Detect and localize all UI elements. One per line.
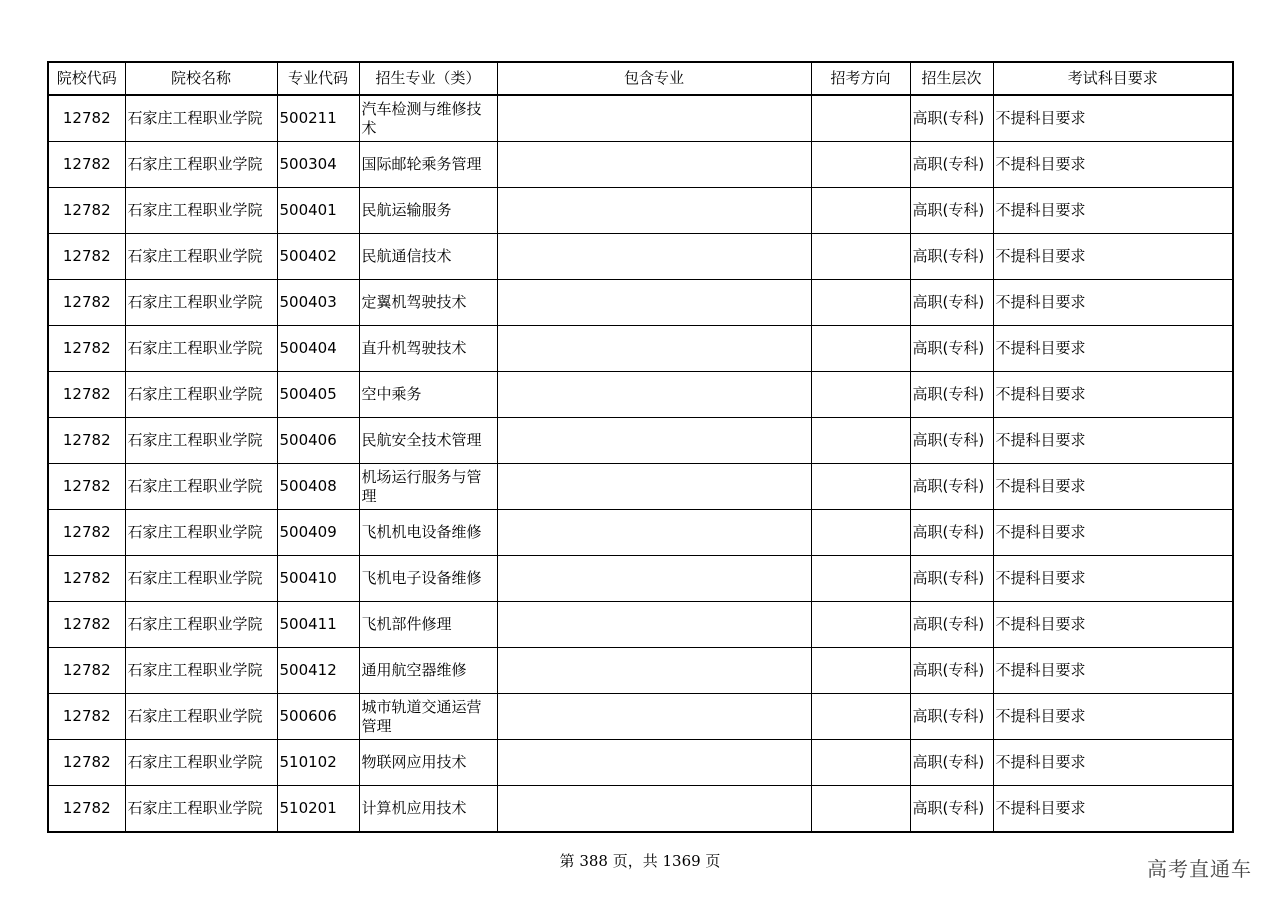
cell-major-code: 500402 bbox=[277, 234, 359, 280]
cell-major-code: 500405 bbox=[277, 372, 359, 418]
cell-major-code: 500406 bbox=[277, 418, 359, 464]
cell-major: 民航运输服务 bbox=[359, 188, 497, 234]
cell-direction bbox=[811, 694, 910, 740]
cell-school-name: 石家庄工程职业学院 bbox=[125, 556, 277, 602]
cell-school-name: 石家庄工程职业学院 bbox=[125, 326, 277, 372]
cell-school-code: 12782 bbox=[48, 142, 125, 188]
cell-school-name: 石家庄工程职业学院 bbox=[125, 510, 277, 556]
cell-school-code: 12782 bbox=[48, 95, 125, 142]
cell-direction bbox=[811, 142, 910, 188]
cell-major: 民航安全技术管理 bbox=[359, 418, 497, 464]
cell-requirement: 不提科目要求 bbox=[993, 740, 1233, 786]
table-row bbox=[48, 786, 1233, 833]
cell-requirement: 不提科目要求 bbox=[993, 280, 1233, 326]
cell-major: 机场运行服务与管理 bbox=[359, 464, 497, 510]
cell-school-name: 石家庄工程职业学院 bbox=[125, 372, 277, 418]
header-school-code: 院校代码 bbox=[48, 62, 125, 95]
cell-included-majors bbox=[497, 464, 811, 510]
table-header bbox=[48, 62, 1233, 95]
header-included-majors: 包含专业 bbox=[497, 62, 811, 95]
header-school-name: 院校名称 bbox=[125, 62, 277, 95]
cell-school-name: 石家庄工程职业学院 bbox=[125, 464, 277, 510]
cell-requirement: 不提科目要求 bbox=[993, 418, 1233, 464]
cell-major-code: 500606 bbox=[277, 694, 359, 740]
cell-requirement: 不提科目要求 bbox=[993, 510, 1233, 556]
cell-included-majors bbox=[497, 326, 811, 372]
cell-school-code: 12782 bbox=[48, 326, 125, 372]
cell-school-code: 12782 bbox=[48, 602, 125, 648]
cell-major-code: 500410 bbox=[277, 556, 359, 602]
cell-level: 高职(专科) bbox=[910, 95, 993, 142]
cell-direction bbox=[811, 464, 910, 510]
cell-included-majors bbox=[497, 602, 811, 648]
cell-direction bbox=[811, 326, 910, 372]
header-row bbox=[48, 62, 1233, 95]
cell-requirement: 不提科目要求 bbox=[993, 95, 1233, 142]
cell-requirement: 不提科目要求 bbox=[993, 648, 1233, 694]
cell-direction bbox=[811, 234, 910, 280]
cell-major: 民航通信技术 bbox=[359, 234, 497, 280]
cell-level: 高职(专科) bbox=[910, 464, 993, 510]
cell-direction bbox=[811, 602, 910, 648]
table-row bbox=[48, 602, 1233, 648]
cell-included-majors bbox=[497, 372, 811, 418]
table-row bbox=[48, 95, 1233, 142]
cell-level: 高职(专科) bbox=[910, 556, 993, 602]
cell-level: 高职(专科) bbox=[910, 648, 993, 694]
cell-level: 高职(专科) bbox=[910, 142, 993, 188]
table-row bbox=[48, 142, 1233, 188]
cell-school-name: 石家庄工程职业学院 bbox=[125, 740, 277, 786]
cell-school-name: 石家庄工程职业学院 bbox=[125, 602, 277, 648]
cell-requirement: 不提科目要求 bbox=[993, 372, 1233, 418]
cell-major-code: 500408 bbox=[277, 464, 359, 510]
cell-direction bbox=[811, 372, 910, 418]
cell-level: 高职(专科) bbox=[910, 418, 993, 464]
table-row bbox=[48, 280, 1233, 326]
cell-school-code: 12782 bbox=[48, 418, 125, 464]
cell-school-name: 石家庄工程职业学院 bbox=[125, 280, 277, 326]
cell-included-majors bbox=[497, 648, 811, 694]
cell-major-code: 500401 bbox=[277, 188, 359, 234]
cell-level: 高职(专科) bbox=[910, 694, 993, 740]
cell-school-name: 石家庄工程职业学院 bbox=[125, 418, 277, 464]
cell-level: 高职(专科) bbox=[910, 510, 993, 556]
cell-school-name: 石家庄工程职业学院 bbox=[125, 786, 277, 833]
cell-level: 高职(专科) bbox=[910, 740, 993, 786]
table-row bbox=[48, 464, 1233, 510]
cell-level: 高职(专科) bbox=[910, 280, 993, 326]
table-row bbox=[48, 510, 1233, 556]
table-body bbox=[48, 95, 1233, 832]
cell-school-name: 石家庄工程职业学院 bbox=[125, 234, 277, 280]
cell-school-name: 石家庄工程职业学院 bbox=[125, 694, 277, 740]
table-row bbox=[48, 188, 1233, 234]
header-major: 招生专业（类） bbox=[359, 62, 497, 95]
cell-included-majors bbox=[497, 786, 811, 833]
cell-direction bbox=[811, 280, 910, 326]
cell-requirement: 不提科目要求 bbox=[993, 786, 1233, 833]
cell-major: 汽车检测与维修技术 bbox=[359, 95, 497, 142]
cell-direction bbox=[811, 786, 910, 833]
cell-major: 定翼机驾驶技术 bbox=[359, 280, 497, 326]
cell-school-code: 12782 bbox=[48, 372, 125, 418]
cell-major-code: 500404 bbox=[277, 326, 359, 372]
cell-major: 飞机部件修理 bbox=[359, 602, 497, 648]
table-row bbox=[48, 694, 1233, 740]
cell-major: 飞机电子设备维修 bbox=[359, 556, 497, 602]
cell-included-majors bbox=[497, 556, 811, 602]
cell-included-majors bbox=[497, 740, 811, 786]
table-row bbox=[48, 326, 1233, 372]
cell-school-code: 12782 bbox=[48, 280, 125, 326]
cell-included-majors bbox=[497, 510, 811, 556]
cell-school-name: 石家庄工程职业学院 bbox=[125, 142, 277, 188]
table-row bbox=[48, 556, 1233, 602]
header-major-code: 专业代码 bbox=[277, 62, 359, 95]
cell-direction bbox=[811, 740, 910, 786]
cell-direction bbox=[811, 510, 910, 556]
cell-included-majors bbox=[497, 418, 811, 464]
cell-major-code: 510102 bbox=[277, 740, 359, 786]
cell-requirement: 不提科目要求 bbox=[993, 464, 1233, 510]
cell-major: 直升机驾驶技术 bbox=[359, 326, 497, 372]
cell-school-name: 石家庄工程职业学院 bbox=[125, 95, 277, 142]
watermark-text: 高考直通车 bbox=[1147, 857, 1252, 881]
cell-level: 高职(专科) bbox=[910, 372, 993, 418]
cell-major: 通用航空器维修 bbox=[359, 648, 497, 694]
cell-level: 高职(专科) bbox=[910, 188, 993, 234]
cell-school-code: 12782 bbox=[48, 234, 125, 280]
cell-major: 城市轨道交通运营管理 bbox=[359, 694, 497, 740]
cell-major: 物联网应用技术 bbox=[359, 740, 497, 786]
page-number: 第 388 页，共 1369 页 bbox=[559, 852, 721, 870]
cell-school-code: 12782 bbox=[48, 510, 125, 556]
table-row bbox=[48, 648, 1233, 694]
cell-major-code: 500211 bbox=[277, 95, 359, 142]
cell-school-code: 12782 bbox=[48, 464, 125, 510]
cell-school-code: 12782 bbox=[48, 786, 125, 833]
cell-direction bbox=[811, 556, 910, 602]
cell-requirement: 不提科目要求 bbox=[993, 234, 1233, 280]
cell-major-code: 500409 bbox=[277, 510, 359, 556]
cell-level: 高职(专科) bbox=[910, 326, 993, 372]
table-row bbox=[48, 418, 1233, 464]
enrollment-table bbox=[47, 61, 1234, 833]
cell-included-majors bbox=[497, 142, 811, 188]
table-row bbox=[48, 372, 1233, 418]
cell-direction bbox=[811, 95, 910, 142]
cell-major: 国际邮轮乘务管理 bbox=[359, 142, 497, 188]
cell-major: 飞机机电设备维修 bbox=[359, 510, 497, 556]
cell-major-code: 510201 bbox=[277, 786, 359, 833]
cell-requirement: 不提科目要求 bbox=[993, 142, 1233, 188]
cell-level: 高职(专科) bbox=[910, 234, 993, 280]
cell-requirement: 不提科目要求 bbox=[993, 556, 1233, 602]
cell-requirement: 不提科目要求 bbox=[993, 188, 1233, 234]
cell-direction bbox=[811, 188, 910, 234]
cell-school-code: 12782 bbox=[48, 694, 125, 740]
cell-included-majors bbox=[497, 280, 811, 326]
cell-direction bbox=[811, 648, 910, 694]
header-level: 招生层次 bbox=[910, 62, 993, 95]
cell-school-code: 12782 bbox=[48, 740, 125, 786]
cell-school-code: 12782 bbox=[48, 556, 125, 602]
cell-school-name: 石家庄工程职业学院 bbox=[125, 648, 277, 694]
cell-requirement: 不提科目要求 bbox=[993, 326, 1233, 372]
cell-major-code: 500304 bbox=[277, 142, 359, 188]
cell-major-code: 500403 bbox=[277, 280, 359, 326]
cell-level: 高职(专科) bbox=[910, 602, 993, 648]
cell-direction bbox=[811, 418, 910, 464]
cell-school-name: 石家庄工程职业学院 bbox=[125, 188, 277, 234]
cell-included-majors bbox=[497, 694, 811, 740]
cell-requirement: 不提科目要求 bbox=[993, 694, 1233, 740]
table-row bbox=[48, 740, 1233, 786]
cell-major: 空中乘务 bbox=[359, 372, 497, 418]
cell-included-majors bbox=[497, 95, 811, 142]
cell-included-majors bbox=[497, 234, 811, 280]
cell-requirement: 不提科目要求 bbox=[993, 602, 1233, 648]
cell-level: 高职(专科) bbox=[910, 786, 993, 833]
table-row bbox=[48, 234, 1233, 280]
cell-school-code: 12782 bbox=[48, 188, 125, 234]
cell-major-code: 500412 bbox=[277, 648, 359, 694]
cell-school-code: 12782 bbox=[48, 648, 125, 694]
cell-included-majors bbox=[497, 188, 811, 234]
cell-major: 计算机应用技术 bbox=[359, 786, 497, 833]
header-direction: 招考方向 bbox=[811, 62, 910, 95]
header-requirement: 考试科目要求 bbox=[993, 62, 1233, 95]
cell-major-code: 500411 bbox=[277, 602, 359, 648]
